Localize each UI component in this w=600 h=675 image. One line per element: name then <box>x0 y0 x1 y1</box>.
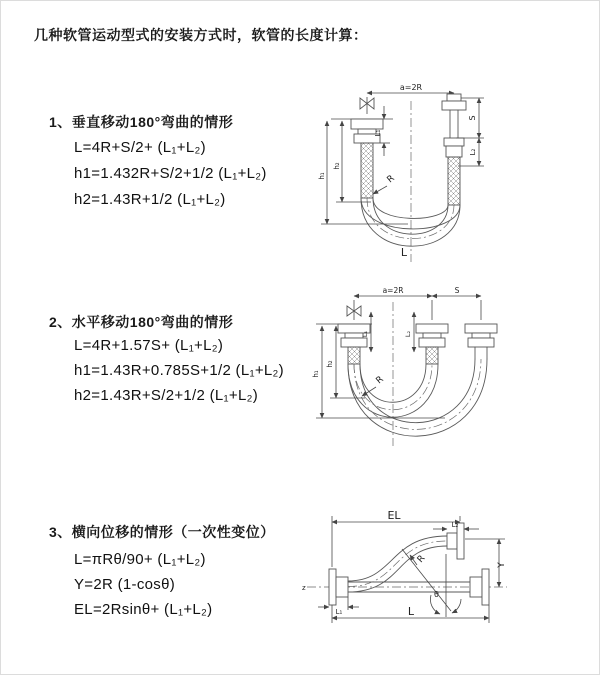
diagram-horizontal-movement <box>307 284 593 459</box>
section-3-formula-Y: Y=2R (1-cosθ) <box>74 576 176 593</box>
section-2-formula-L: L=4R+1.57S+ (L₁+L₂) <box>74 337 224 354</box>
dimension-h2-label: h₂ <box>326 360 334 368</box>
diagram-lateral-displacement <box>299 509 597 659</box>
radius-label: R <box>415 553 428 566</box>
dimension-h2-label: h₂ <box>333 162 341 170</box>
dimension-s-label: S <box>468 115 477 121</box>
section-2-formula-h1: h1=1.43R+0.785S+1/2 (L₁+L₂) <box>74 362 284 379</box>
braided-hose-section <box>361 143 373 198</box>
dimension-el-label: EL <box>387 509 401 522</box>
section-1-formula-h1: h1=1.432R+S/2+1/2 (L₁+L₂) <box>74 165 267 182</box>
dimension-h1-label: h₁ <box>318 172 326 180</box>
middle-fitting <box>416 324 448 364</box>
right-flange-original <box>470 569 489 605</box>
dimension-l1-label: L₁ <box>335 608 343 616</box>
dimension-l-label: L <box>407 605 415 618</box>
dimension-l2-label: L₂ <box>404 330 412 338</box>
hose-u-bend <box>348 359 487 436</box>
dimension-s-label: S <box>454 286 460 295</box>
section-3-formula-L: L=πRθ/90+ (L₁+L₂) <box>74 551 206 568</box>
radius-label: R <box>385 173 397 186</box>
section-1-heading: 1、垂直移动180°弯曲的情形 <box>49 114 234 130</box>
hose-u-bend <box>361 198 460 246</box>
dimension-y-label: Y <box>497 562 507 568</box>
section-2-formula-h2: h2=1.43R+S/2+1/2 (L₁+L₂) <box>74 387 259 404</box>
hose-s-curve <box>348 536 447 592</box>
angle-radius-line <box>402 549 451 611</box>
section-1-formula-L: L=4R+S/2+ (L₁+L₂) <box>74 139 206 156</box>
section-3-formula-EL: EL=2Rsinθ+ (L₁+L₂) <box>74 601 213 618</box>
left-flange <box>329 569 348 605</box>
dimension-l2-label: L₂ <box>451 521 459 529</box>
section-1-formula-h2: h2=1.43R+1/2 (L₁+L₂) <box>74 191 226 208</box>
dimension-l1-label: L₁ <box>361 330 369 338</box>
right-fitting <box>442 94 466 205</box>
dimension-a2r-label: a=2R <box>382 286 404 295</box>
radius-label: R <box>374 374 386 387</box>
angle-arc <box>452 599 461 613</box>
diagram-vertical-movement <box>311 76 581 268</box>
dimension-h1-label: h₁ <box>312 370 320 378</box>
page-title: 几种软管运动型式的安装方式时，软管的长度计算： <box>34 27 368 43</box>
dimension-a2r-label: a=2R <box>399 83 423 92</box>
dimension-l2-label: L₂ <box>469 148 477 156</box>
centerline-break-mark: z <box>302 584 306 592</box>
dimension-l1-label: L₁ <box>374 129 382 137</box>
right-fitting-displaced <box>465 324 497 359</box>
braided-hose-section <box>448 157 460 205</box>
section-3-heading: 3、横向位移的情形（一次性变位） <box>49 524 275 540</box>
section-2-heading: 2、水平移动180°弯曲的情形 <box>49 314 234 330</box>
length-label: L <box>400 246 408 259</box>
radius-leader <box>373 186 387 194</box>
angle-theta-label: θ <box>434 590 439 599</box>
left-fitting <box>338 324 370 364</box>
